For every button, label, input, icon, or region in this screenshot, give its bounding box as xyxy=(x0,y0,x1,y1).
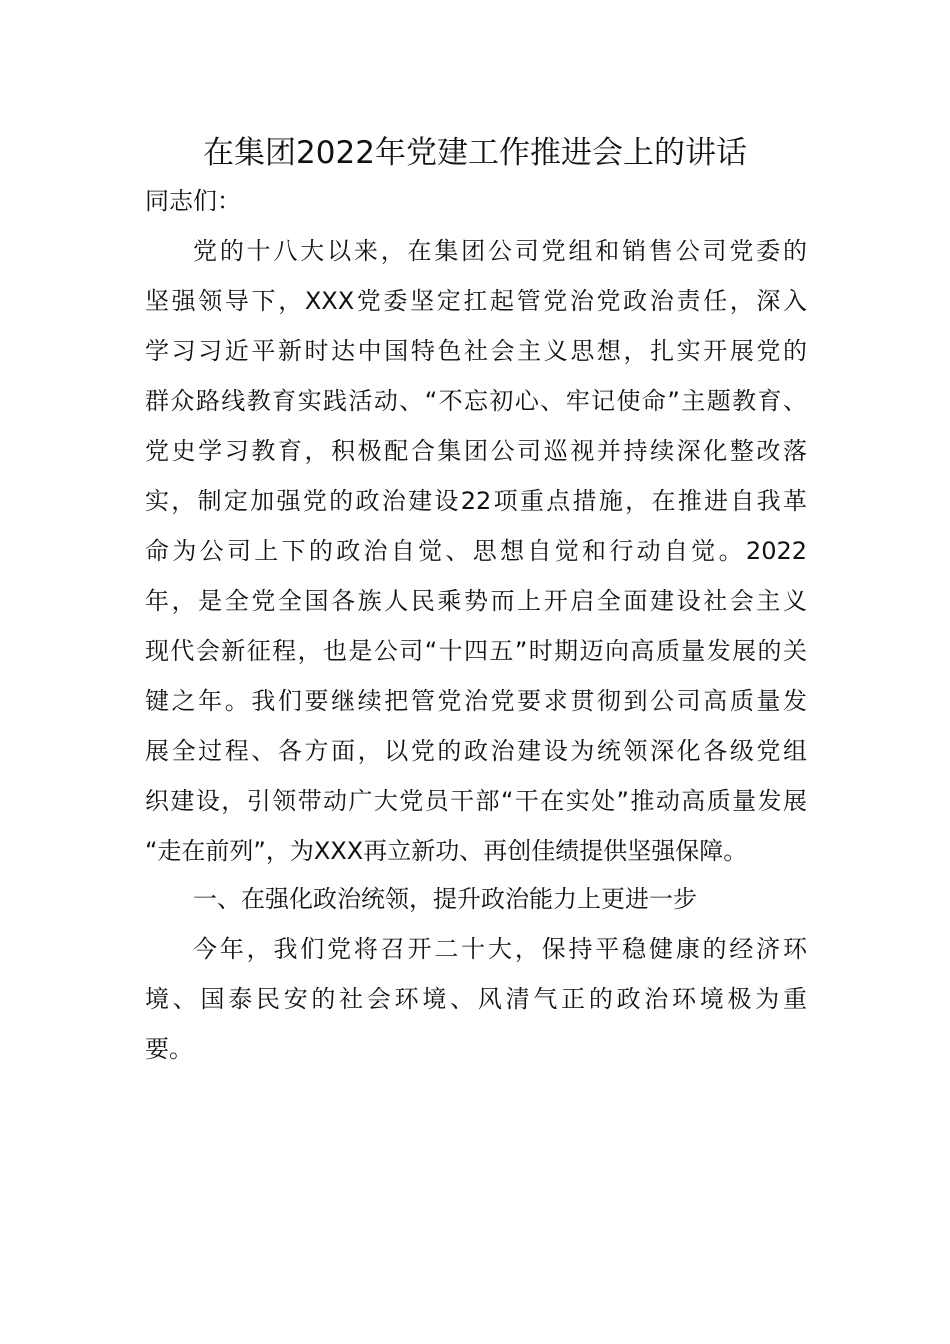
paragraph-line: “走在前列”，为XXX再立新功、再创佳绩提供坚强保障。 xyxy=(145,837,748,865)
paragraph-line: 年，是全党全国各族人民乘势而上开启全面建设社会主义 xyxy=(145,587,807,615)
section-heading-text: 一、在强化政治统领，提升政治能力上更进一步 xyxy=(193,885,697,913)
paragraph-section-1 xyxy=(145,924,807,1074)
paragraph-line: 学习习近平新时达中国特色社会主义思想，扎实开展党的 xyxy=(145,337,807,365)
paragraph-line: 现代会新征程，也是公司“十四五”时期迈向高质量发展的关 xyxy=(145,637,807,665)
paragraph-line: 党的十八大以来，在集团公司党组和销售公司党委的 xyxy=(193,237,807,265)
paragraph-line: 群众路线教育实践活动、“不忘初心、牢记使命”主题教育、 xyxy=(145,387,807,415)
paragraph-line: 织建设，引领带动广大党员干部“干在实处”推动高质量发展 xyxy=(145,787,807,815)
paragraph-line: 坚强领导下，XXX党委坚定扛起管党治党政治责任，深入 xyxy=(145,287,807,315)
paragraph-line: 境、国泰民安的社会环境、风清气正的政治环境极为重 xyxy=(145,985,807,1013)
paragraph-line: 今年，我们党将召开二十大，保持平稳健康的经济环 xyxy=(193,935,807,963)
paragraph-line: 命为公司上下的政治自觉、思想自觉和行动自觉。2022 xyxy=(145,537,807,565)
paragraph-line: 展全过程、各方面，以党的政治建设为统领深化各级党组 xyxy=(145,737,807,765)
paragraph-line: 党史学习教育，积极配合集团公司巡视并持续深化整改落 xyxy=(145,437,807,465)
paragraph-line: 实，制定加强党的政治建设22项重点措施，在推进自我革 xyxy=(145,487,807,515)
section-heading-1 xyxy=(145,874,807,924)
paragraph-line: 要。 xyxy=(145,1035,193,1063)
paragraph-line: 键之年。我们要继续把管党治党要求贯彻到公司高质量发 xyxy=(145,687,807,715)
paragraph-intro xyxy=(145,226,807,876)
salutation: 同志们： xyxy=(145,187,241,215)
document-title: 在集团2022年党建工作推进会上的讲话 xyxy=(203,135,747,171)
